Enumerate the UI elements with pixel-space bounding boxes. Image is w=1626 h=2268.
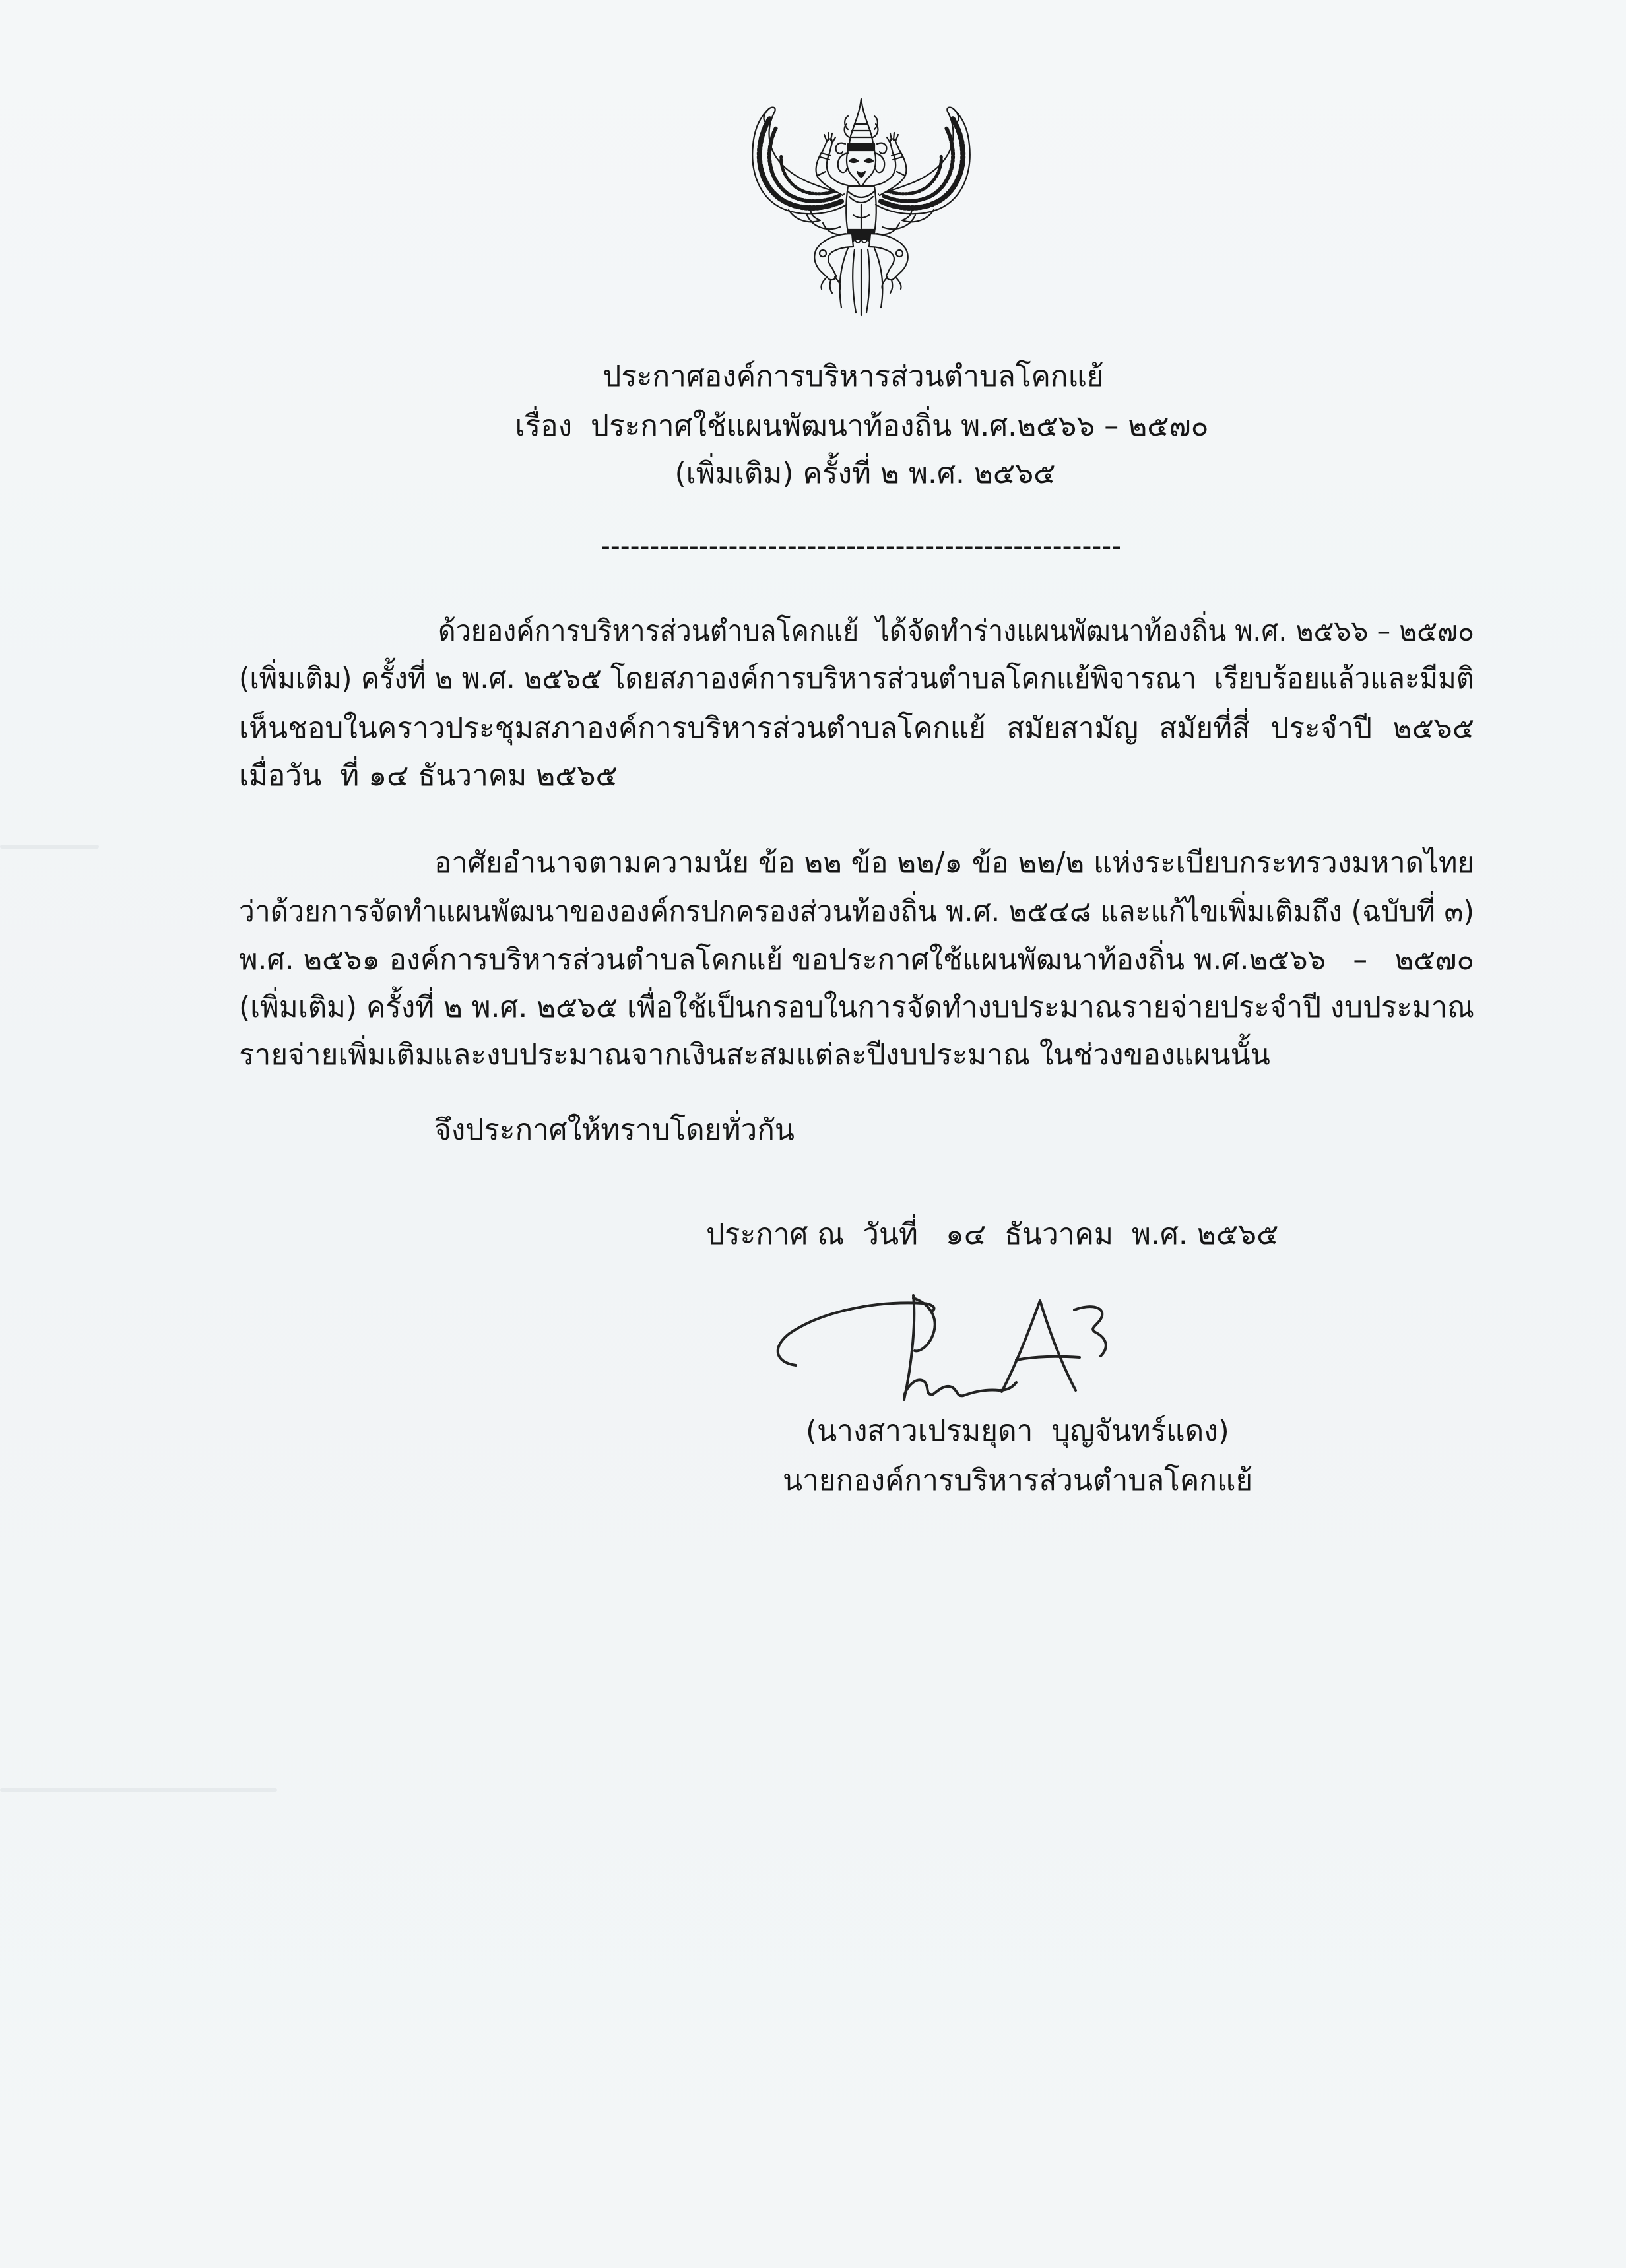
signatory-title: นายกองค์การบริหารส่วนตำบลโคกแย้ xyxy=(783,1464,1253,1497)
announcement-date: ประกาศ ณ วันที่ ๑๔ ธันวาคม พ.ศ. ๒๕๖๕ xyxy=(706,1217,1279,1251)
paragraph-2-line-4: (เพิ่มเติม) ครั้งที่ ๒ พ.ศ. ๒๕๖๕ เพื่อใช้เป็นกรอบในการจัดทำงบประมาณรายจ่ายประจำปี งบประมาณ xyxy=(239,990,1474,1024)
announcement-issuer: ประกาศองค์การบริหารส่วนตำบลโคกแย้ xyxy=(602,360,1104,393)
paragraph-2-line-2: ว่าด้วยการจัดทำแผนพัฒนาขององค์กรปกครองส่วนท้องถิ่น พ.ศ. ๒๕๔๘ และแก้ไขเพิ่มเติมถึง (ฉบับที่ ๓) xyxy=(239,895,1474,928)
paragraph-1-line-3: เห็นชอบในคราวประชุมสภาองค์การบริหารส่วนตำบลโคกแย้ สมัยสามัญ สมัยที่สี่ ประจำปี ๒๕๖๕ xyxy=(239,711,1474,745)
paragraph-2-line-1: อาศัยอำนาจตามความนัย ข้อ ๒๒ ข้อ ๒๒/๑ ข้อ ๒๒/๒ แห่งระเบียบกระทรวงมหาดไทย xyxy=(434,846,1474,880)
paragraph-1-line-1: ด้วยองค์การบริหารส่วนตำบลโคกแย้ ได้จัดทำร่างแผนพัฒนาท้องถิ่น พ.ศ. ๒๕๖๖ – ๒๕๗๐ xyxy=(438,614,1474,648)
title-divider: ----------------------------------------------------- xyxy=(601,529,1121,563)
paragraph-2-line-5: รายจ่ายเพิ่มเติมและงบประมาณจากเงินสะสมแต่ละปีงบประมาณ ในช่วงของแผนนั้น xyxy=(239,1038,1270,1072)
announcement-subject: เรื่อง ประกาศใช้แผนพัฒนาท้องถิ่น พ.ศ.๒๕๖๖ – ๒๕๗๐ xyxy=(515,409,1209,443)
paragraph-2-line-3: พ.ศ. ๒๕๖๑ องค์การบริหารส่วนตำบลโคกแย้ ขอประกาศใช้แผนพัฒนาท้องถิ่น พ.ศ.๒๕๖๖ – ๒๕๗๐ xyxy=(239,943,1474,977)
scan-artifact xyxy=(0,1788,277,1792)
closing-statement: จึงประกาศให้ทราบโดยทั่วกัน xyxy=(434,1113,795,1147)
announcement-edition: (เพิ่มเติม) ครั้งที่ ๒ พ.ศ. ๒๕๖๕ xyxy=(674,457,1056,490)
paragraph-1-line-4: เมื่อวัน ที่ ๑๔ ธันวาคม ๒๕๖๕ xyxy=(239,759,618,793)
signature xyxy=(767,1291,1114,1404)
paragraph-1-line-2: (เพิ่มเติม) ครั้งที่ ๒ พ.ศ. ๒๕๖๕ โดยสภาองค์การบริหารส่วนตำบลโคกแย้พิจารณา เรียบร้อยแล้วและมีมติ xyxy=(239,662,1474,696)
signatory-name: (นางสาวเปรมยุดา บุญจันทร์แดง) xyxy=(806,1414,1229,1448)
scan-artifact xyxy=(0,845,99,849)
garuda-emblem xyxy=(749,98,973,317)
